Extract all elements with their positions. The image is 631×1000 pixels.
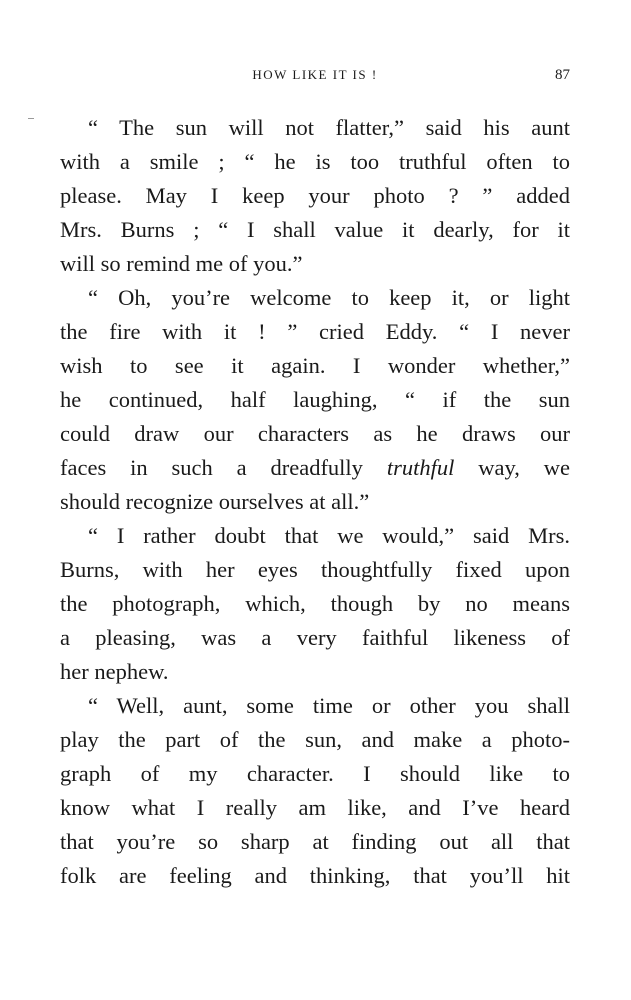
text-line: could draw our characters as he draws our [60, 421, 570, 446]
text-segment: faces in such a dreadfully [60, 455, 387, 480]
text-line: graph of my character. I should like to [60, 761, 570, 786]
text-line: will so remind me of you.” [60, 251, 303, 276]
body-text [60, 111, 570, 893]
text-line: know what I really am like, and I’ve heard [60, 795, 570, 820]
page-number: 87 [555, 67, 570, 83]
text-line: he continued, half laughing, “ if the sun [60, 387, 570, 412]
text-line: “ Well, aunt, some time or other you shall [88, 693, 570, 718]
running-title: HOW LIKE IT IS ! [252, 67, 378, 82]
text-line: Mrs. Burns ; “ I shall value it dearly, for it [60, 217, 570, 242]
text-line: Burns, with her eyes thoughtfully fixed upon [60, 557, 570, 582]
text-line: “ Oh, you’re welcome to keep it, or light [88, 285, 570, 310]
text-line: “ I rather doubt that we would,” said Mrs. [88, 523, 570, 548]
text-line: play the part of the sun, and make a photo- [60, 727, 570, 752]
italic-word: truthful [386, 455, 455, 480]
margin-mark [28, 118, 34, 119]
text-line: please. May I keep your photo ? ” added [60, 183, 570, 208]
text-segment: way, we [454, 455, 570, 480]
running-head [60, 64, 570, 86]
text-line: with a smile ; “ he is too truthful often to [60, 149, 570, 174]
text-line: the photograph, which, though by no means [60, 591, 570, 616]
text-line: a pleasing, was a very faithful likeness of [60, 625, 570, 650]
text-line: her nephew. [60, 659, 169, 684]
text-line: folk are feeling and thinking, that you’ll hit [60, 863, 570, 888]
text-line: should recognize ourselves at all.” [60, 489, 370, 514]
text-line: wish to see it again. I wonder whether,” [60, 353, 570, 378]
text-line [60, 451, 570, 485]
text-line: that you’re so sharp at finding out all that [60, 829, 570, 854]
text-line: “ The sun will not flatter,” said his aunt [88, 115, 570, 140]
text-line: the fire with it ! ” cried Eddy. “ I never [60, 319, 570, 344]
